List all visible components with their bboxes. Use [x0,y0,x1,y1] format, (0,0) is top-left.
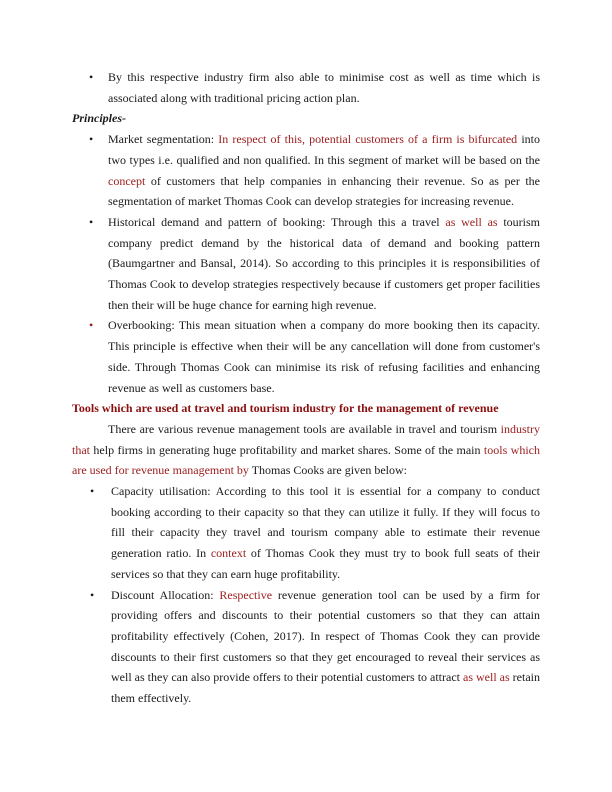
text: tourism company predict demand by the historical data of demand and booking pattern (Baumgartner and Bansal, 2014). So according to this principles it is responsibilities of Thomas Cook to develop strategies respectively because if customers get proper facilities then their will be huge chance for earning high revenue. [108,214,540,312]
text: Capacity utilisation: According to this tool it is essential for a company to conduct booking according to their capacity so that they can utilize it fully. If they will focus to fill their capacity they travel and tourism company able to estimate their revenue generation ratio. In [111,484,540,561]
text: Market segmentation: [108,132,219,147]
list-item [72,315,540,398]
list-item [72,585,540,709]
document-page [72,67,540,709]
tools-heading: Tools which are used at travel and tourism industry for the management of revenue [72,401,499,416]
text: Historical demand and pattern of booking: Through this a travel [108,214,446,229]
bullet-icon: • [89,214,94,229]
tools-list [72,481,540,709]
list-item [72,212,540,316]
highlighted-text: tools which are used for revenue management by [72,442,540,478]
highlighted-text: as well as [445,214,498,229]
text: revenue generation tool can be used by a firm for providing offers and discounts to their potential customers so that they can attain profitability effectively (Cohen, 2017). In respect of Thomas Cook they can provide discounts to their first customers so that they get encouraged to reveal their services as well as they can also provide offers to their potential customers to attract [111,587,540,685]
item-text: By this respective industry firm also able to minimise cost as well as time which is associated along with traditional pricing action plan. [108,70,540,105]
bullet-icon: • [89,132,94,147]
text: Overbooking: This mean situation when a company do more booking then its capacity. This principle is effective when their will be any cancellation will done from customer's side. Through Thomas Cook can minimise its risk of refusing facilities and enhancing revenue as well as customers base. [108,318,540,395]
text: of Thomas Cook they must try to book full seats of their services so that they can earn huge profitability. [111,546,540,581]
list-item [72,129,540,212]
bullet-icon: • [90,484,95,499]
principles-list [72,129,540,398]
text: Discount Allocation: [111,587,220,602]
text: There are various revenue management tools are available in travel and tourism [108,421,501,436]
bullet-icon: • [89,70,94,84]
highlighted-text: industry that [72,421,540,457]
list-item [72,67,540,108]
bullet-icon: • [90,587,95,602]
text: retain them effectively. [111,670,540,706]
highlighted-text: context [210,546,247,561]
highlighted-text: In respect of this, potential customers of a firm is bifurcated [218,132,518,147]
bullet-icon: • [89,318,94,333]
highlighted-text: as well as [463,670,510,685]
highlighted-text: concept [108,173,146,188]
tools-intro-paragraph [72,419,540,481]
principles-heading: Principles- [72,111,126,126]
highlighted-text: Respective [219,587,273,602]
list-item [72,481,540,585]
text: of customers that help companies in enhancing their revenue. So as per the segmentation of market Thomas Cook can develop strategies for increasing revenue. [108,173,540,209]
text: Thomas Cooks are given below: [248,463,408,478]
text: into two types i.e. qualified and non qualified. In this segment of market will be based on the [108,132,540,167]
text: help firms in generating huge profitability and market shares. Some of the main [90,442,484,457]
intro-list [72,67,540,108]
